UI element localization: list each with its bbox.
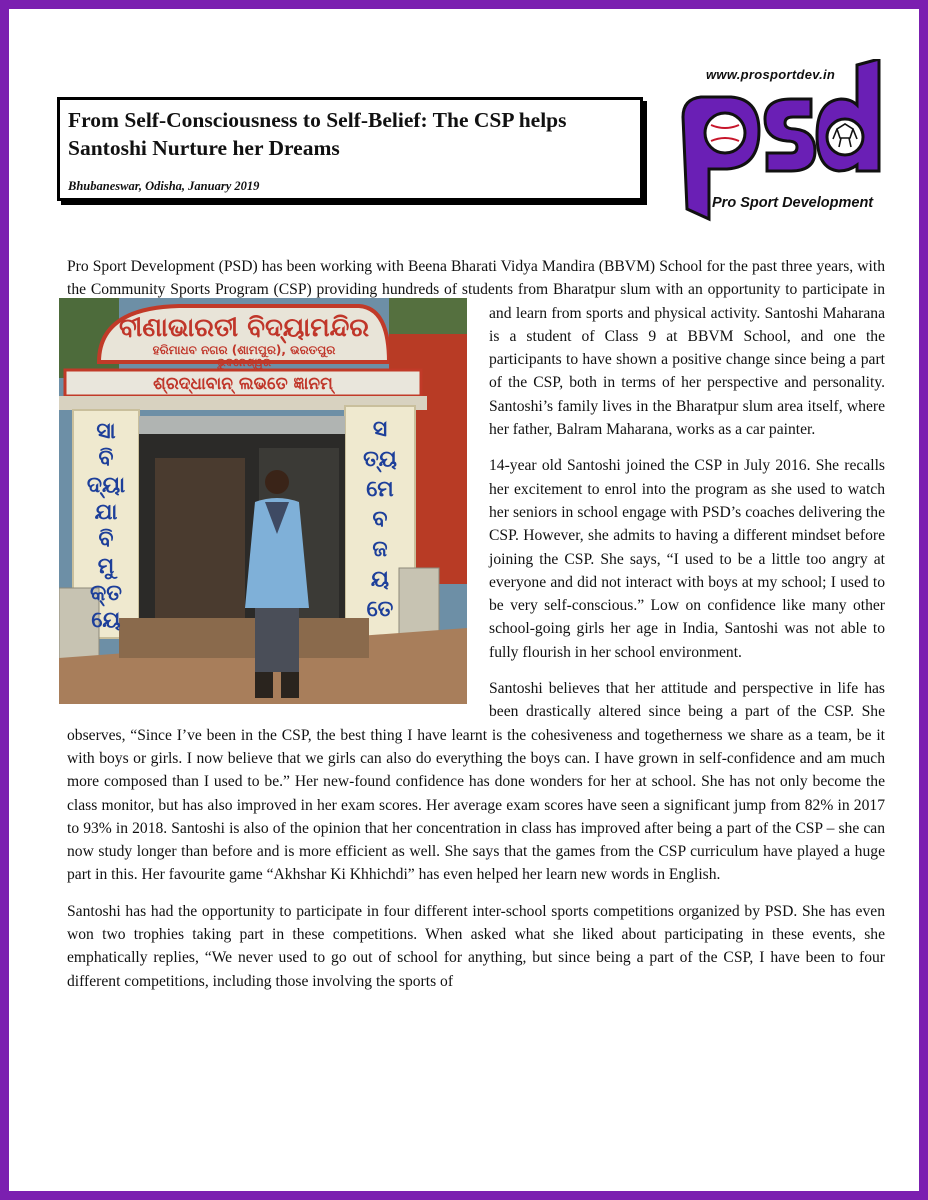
- paragraph-4: Santoshi has had the opportunity to participate in four different inter-school sports competitions organized by PSD. She has even won two trophies taking part in these competitions. When asked what she liked about participating in these events, she emphatically replies, “We never used to go out of school for anything, but since being a part of the CSP, I have been to four different competitions, including those involving the sports of: [67, 902, 885, 990]
- pillar-right-glyph: ସ: [372, 417, 388, 442]
- sign-address-line: ହରିମାଧବ ନଗର (ଶାମପୁର), ଭରତପୁର: [152, 343, 336, 357]
- logo-url: www.prosportdev.in: [706, 67, 836, 82]
- paragraph-3: Santoshi believes that her attitude and perspective in life has been drastically altered since being a part of the CSP. She observes, “Since I’ve been in the CSP, the best thing I have learnt is the cohesiveness and togetherness we share as a team, be it with boys or girls. I now believe that we girls can also do everything the boys can. I have grown in self-confidence and am much more composed than I used to be.” Her new-found confidence has done wonders for her at school. She has not only become the class monitor, but has also improved in her exam scores. Her average exam scores have seen a significant jump from 82% in 2017 to 93% in 2018. Santoshi is also of the opinion that her concentration in class has improved after being a part of the CSP – she can now study longer than before and is more efficient as well. She says that the games from the CSP curriculum have played a huge part in this. Her favourite game “Akhshar Ki Khhichdi” has even helped her learn new words in English.: [67, 680, 885, 884]
- pillar-left-glyph: ଯା: [94, 500, 118, 525]
- gate-banner: ଶ୍ରଦ୍ଧାବାନ୍ ଲଭତେ ଜ୍ଞାନମ୍: [153, 374, 333, 394]
- paragraph-1-continued: Bharatpur slum with an opportunity to participate in and learn from sports and physical activity. Santoshi Maharana is a student of Class 9 at BBVM School, and one the participants to have shown a positive change since being a part of the CSP, both in terms of her perspective and personality. Santoshi’s family lives in the Bharatpur slum area itself, where her father, Balram Maharana, works as a car painter.: [489, 281, 885, 439]
- pillar-right-glyph: ୟ: [370, 567, 390, 592]
- logo-caption: Pro Sport Development: [712, 195, 874, 211]
- dateline: Bhubaneswar, Odisha, January 2019: [68, 179, 260, 193]
- pillar-left-glyph: ମୁ: [97, 554, 115, 579]
- pillar-left-glyph: ୟେ: [91, 608, 121, 633]
- paragraph-1: Pro Sport Development (PSD) has been working with Beena Bharati Vidya Mandira (BBVM) School for the past three years, with the Community Sports Program (CSP) providing hundreds of students from: [67, 258, 885, 299]
- logo-letter-s: [765, 99, 815, 171]
- pillar-left-glyph: ଦ୍ୟା: [86, 473, 126, 498]
- pillar-right-glyph: ମେ: [366, 477, 394, 502]
- pillar-right-glyph: ତ୍ୟ: [363, 447, 397, 472]
- title-box: [57, 97, 643, 201]
- school-gate-photo: [59, 298, 467, 704]
- page-title: From Self-Consciousness to Self-Belief: The CSP helps Santoshi Nurture her Dreams: [68, 108, 567, 160]
- pillar-right-glyph: ବ: [372, 507, 388, 532]
- pillar-left-glyph: ସା: [96, 419, 116, 444]
- pillar-left-glyph: ବି: [98, 527, 114, 552]
- pillar-left-glyph: କ୍ତ: [90, 581, 122, 606]
- pillar-right-glyph: ତେ: [366, 597, 394, 622]
- pillar-right-glyph: ଜ: [372, 537, 388, 562]
- pillar-left-glyph: ବି: [98, 446, 114, 471]
- sign-city-line: ଭୁବନେଶ୍ୱର: [216, 356, 272, 369]
- paragraph-2: 14-year old Santoshi joined the CSP in July 2016. She recalls her excitement to enrol into the program as she used to watch her seniors in school engage with PSD’s coaches delivering the CSP. However, she admits to having a different mindset before joining the CSP. She says, “I used to be a little too angry at everyone and did not interact with boys at my school; I used to be very self-conscious.” Low on confidence like many other school-going girls her age in India, Santoshi was not able to fully flourish in her school environment.: [489, 457, 885, 661]
- sign-school-name: ବୀଣାଭାରତୀ ବିଦ୍ୟାମନ୍ଦିର: [118, 313, 370, 343]
